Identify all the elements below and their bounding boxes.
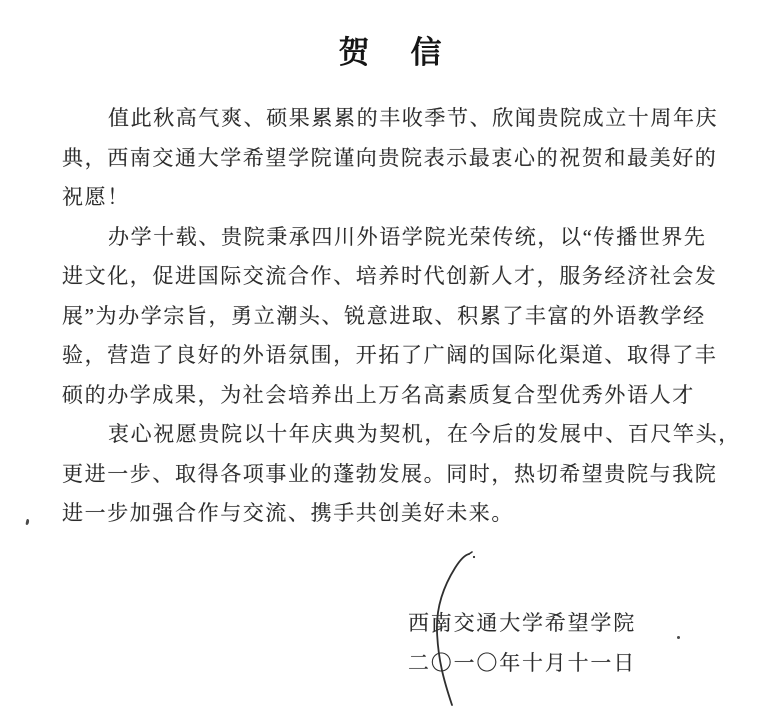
letter-line: 展”为办学宗旨，勇立潮头、锐意进取、积累了丰富的外语教学经 — [62, 303, 706, 328]
letter-line: 更进一步、取得各项事业的蓬勃发展。同时，热切希望贵院与我院 — [62, 461, 718, 486]
signature-org: 西南交通大学希望学院 — [408, 611, 636, 635]
letter-line: 值此秋高气爽、硕果累累的丰收季节、欣闻贵院成立十周年庆 — [108, 106, 719, 130]
letter-title: 贺 信 — [338, 35, 447, 70]
letter-line: 验，营造了良好的外语氛围，开拓了广阔的国际化渠道、取得了丰 — [62, 343, 718, 367]
scan-speck-icon — [25, 519, 29, 525]
letter-line: 典，西南交通大学希望学院谨向贵院表示最衷心的祝贺和最美好的 — [62, 145, 718, 170]
signature-block — [408, 603, 636, 683]
letter-line: 办学十载、贵院秉承四川外语学院光荣传统，以“传播世界先 — [108, 224, 707, 249]
letter-line: 祝愿！ — [62, 185, 130, 209]
letter-line: 衷心祝愿贵院以十年庆典为契机，在今后的发展中、百尺竿头， — [108, 422, 741, 446]
letter-line: 硕的办学成果，为社会培养出上万名高素质复合型优秀外语人才 — [62, 382, 695, 407]
signature-date: 二〇一〇年十月十一日 — [408, 651, 636, 675]
scan-speck-icon — [677, 636, 680, 639]
letter-body — [62, 99, 741, 534]
letter-line: 进文化，促进国际交流合作、培养时代创新人才，服务经济社会发 — [62, 264, 718, 288]
letter-line: 进一步加强合作与交流、携手共创美好未来。 — [62, 501, 514, 525]
